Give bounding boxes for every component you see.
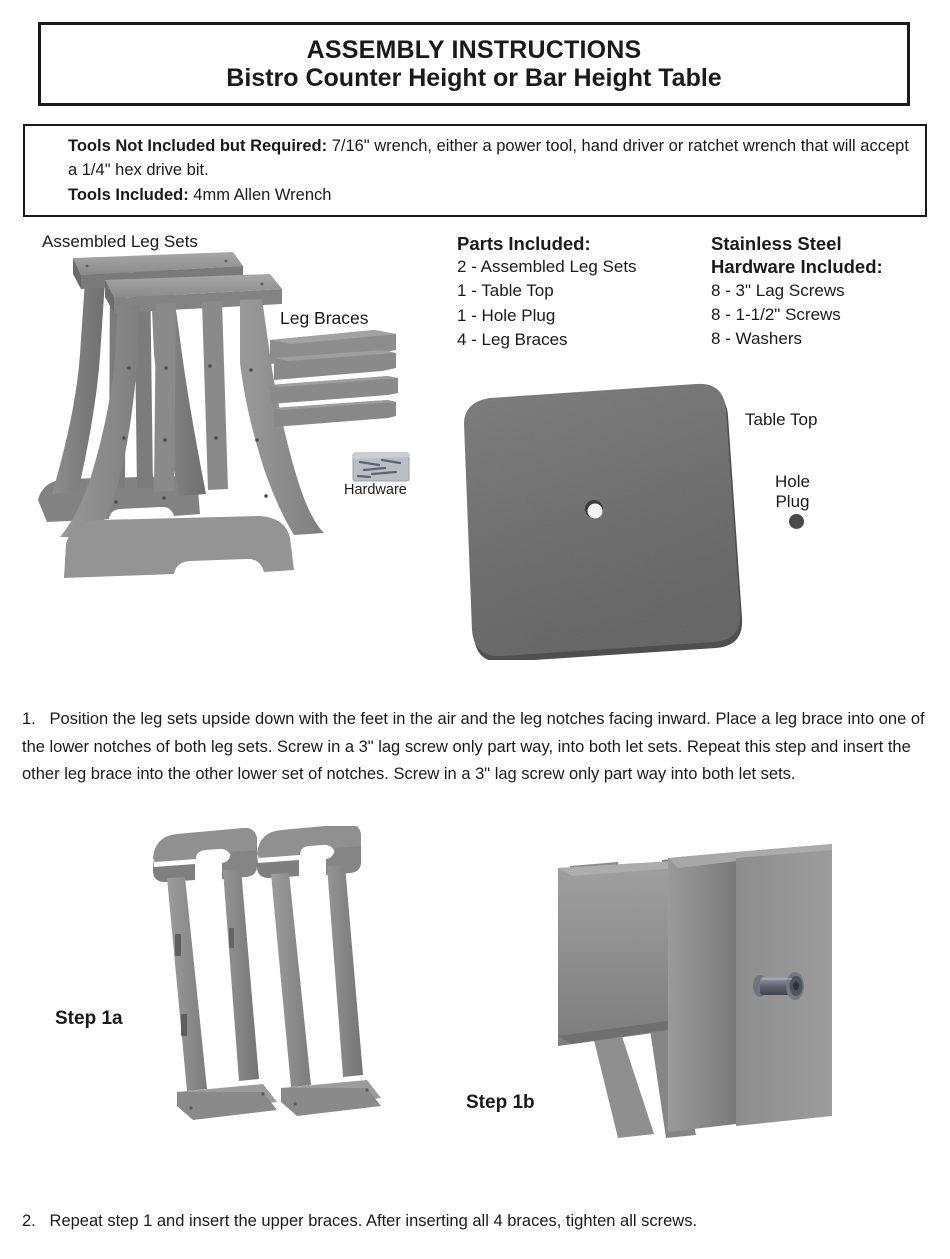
tools-included-text: 4mm Allen Wrench xyxy=(193,185,332,204)
step-1a-svg xyxy=(95,826,395,1176)
tools-included-line xyxy=(68,183,911,207)
hardware-heading-line2: Hardware Included: xyxy=(711,256,883,278)
tools-not-included-text: 7/16" wrench, either a power tool, hand driver or ratchet wrench that will accept a 1/4" hex drive bit. xyxy=(68,137,909,180)
hardware-bag-svg xyxy=(352,452,410,482)
page-subtitle: Bistro Counter Height or Bar Height Table xyxy=(226,63,722,92)
table-top-illustration xyxy=(432,378,762,660)
hardware-bag-illustration xyxy=(352,452,410,482)
hardware-included-list xyxy=(711,232,883,351)
hardware-heading-line1: Stainless Steel xyxy=(711,233,842,254)
label-assembled-leg-sets: Assembled Leg Sets xyxy=(42,232,198,251)
leg-brace-item xyxy=(274,400,396,427)
parts-item: 4 - Leg Braces xyxy=(457,329,568,349)
hardware-item: 8 - Washers xyxy=(711,328,803,348)
parts-item: 1 - Hole Plug xyxy=(457,305,556,325)
step-1b-illustration xyxy=(512,838,842,1148)
leg-brace-item xyxy=(270,376,398,404)
label-leg-braces: Leg Braces xyxy=(280,308,369,328)
label-step-1b: Step 1b xyxy=(466,1092,535,1113)
step-1-paragraph xyxy=(22,706,928,789)
step-2-text: Repeat step 1 and insert the upper braces. After inserting all 4 braces, tighten all screws. xyxy=(49,1212,698,1230)
parts-item: 2 - Assembled Leg Sets xyxy=(457,257,637,277)
tools-included-label: Tools Included: xyxy=(68,185,189,204)
label-hardware: Hardware xyxy=(344,482,407,498)
label-step-1a: Step 1a xyxy=(55,1008,123,1029)
parts-item: 1 - Table Top xyxy=(457,281,554,301)
step-1-number: 1. xyxy=(22,710,36,728)
hole-plug-line2: Plug xyxy=(775,492,810,512)
step-1a-illustration xyxy=(95,826,395,1176)
step-2-number: 2. xyxy=(22,1212,36,1230)
table-top-svg xyxy=(432,378,762,660)
hardware-item: 8 - 1-1/2" Screws xyxy=(711,304,841,324)
step-1b-svg xyxy=(512,838,842,1148)
parts-included-list xyxy=(457,232,637,352)
label-hole-plug xyxy=(775,472,810,513)
title-box xyxy=(38,22,910,106)
hole-plug-swatch xyxy=(789,514,804,529)
leg-set-right-inverted xyxy=(257,826,381,1116)
step-2-paragraph xyxy=(22,1208,928,1236)
leg-braces-svg xyxy=(268,328,400,430)
step-1-text: Position the leg sets upside down with the feet in the air and the leg notches facing inward. Place a leg brace into one of the lower notches of both leg sets. Screw in a 3" lag screw only part way, into both let sets. Repeat this step and insert the other leg brace into the other lower set of notches. Screw in a 3" lag screw only part way into both let sets. xyxy=(22,710,925,784)
tools-not-included-line xyxy=(68,134,911,183)
hole-plug-line1: Hole xyxy=(775,472,810,491)
tools-not-included-label: Tools Not Included but Required: xyxy=(68,137,328,155)
tools-box xyxy=(23,124,927,217)
page-title: ASSEMBLY INSTRUCTIONS xyxy=(306,35,642,64)
leg-braces-illustration xyxy=(268,328,400,430)
label-table-top: Table Top xyxy=(745,410,818,429)
parts-included-heading: Parts Included: xyxy=(457,233,591,254)
hardware-item: 8 - 3" Lag Screws xyxy=(711,280,845,300)
